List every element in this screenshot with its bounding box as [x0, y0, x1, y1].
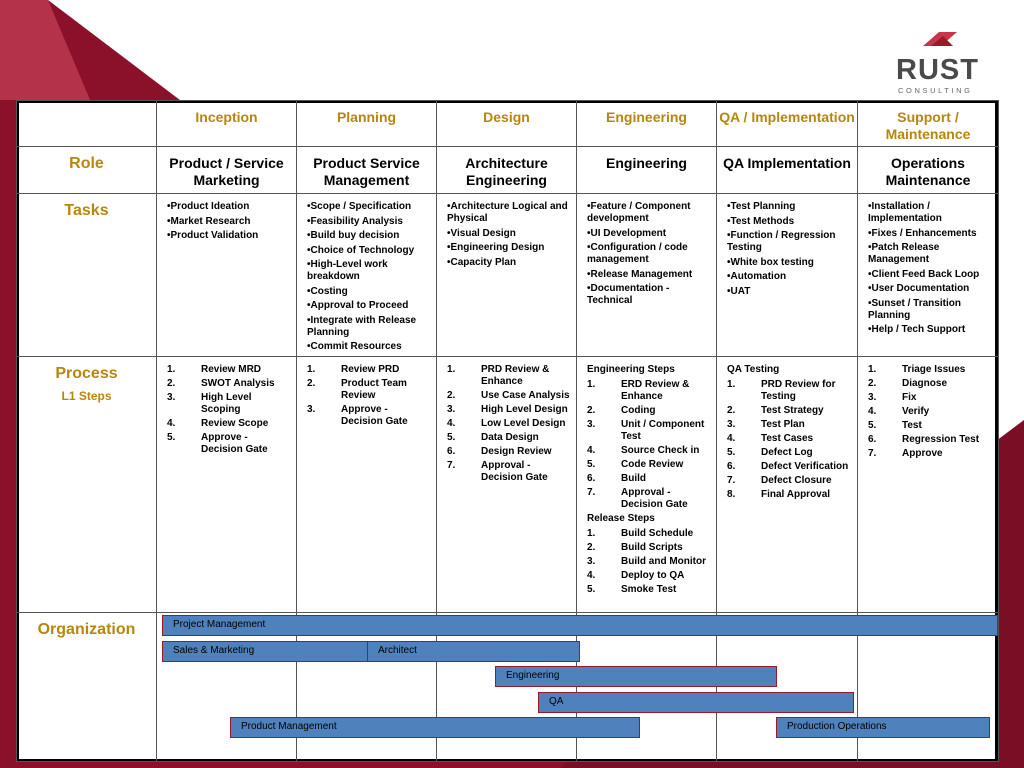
task-item: •High-Level work breakdown — [307, 259, 388, 282]
process-step: 6. Regression Test — [868, 433, 980, 445]
task-item: •Release Management — [587, 268, 693, 280]
process-step: 1. Review MRD — [167, 363, 262, 375]
process-step: 3. High Level Design — [447, 403, 568, 415]
process-step: 4. Verify — [868, 405, 930, 417]
process-step: 5. Test — [868, 419, 922, 431]
process-step: 1. Triage Issues — [868, 363, 966, 375]
tasks-planning — [297, 194, 437, 357]
phase-planning: Planning — [297, 101, 437, 147]
process-row — [17, 356, 999, 612]
process-step: 2. SWOT Analysis — [167, 377, 275, 389]
process-step: 8. Final Approval — [727, 488, 831, 500]
process-inception — [157, 356, 297, 612]
process-step: 6. Defect Verification — [727, 460, 849, 472]
process-step: 7. Approval - Decision Gate — [587, 486, 688, 510]
process-step: 2. Diagnose — [868, 377, 948, 389]
org-bar-production-operations: Production Operations — [776, 717, 990, 738]
phase-qa: QA / Implementation — [717, 101, 858, 147]
process-step: 4. Low Level Design — [447, 417, 566, 429]
org-bar-product-management: Product Management — [230, 717, 640, 738]
task-item: •Architecture Logical and Physical — [447, 201, 568, 224]
process-label: Process — [55, 364, 118, 382]
tasks-design — [437, 194, 577, 357]
task-item: •Product Validation — [167, 230, 259, 241]
row-label-organization: Organization — [17, 612, 157, 761]
process-step: 4. Review Scope — [167, 417, 269, 429]
process-engineering — [577, 356, 717, 612]
task-item: •Test Planning — [727, 201, 796, 212]
process-step: 1. ERD Review & Enhance — [587, 378, 690, 402]
process-step: 4. Test Cases — [727, 432, 814, 444]
org-bar-qa: QA — [538, 692, 854, 713]
task-item: •Sunset / Transition Planning — [868, 297, 961, 321]
process-step: 5. Data Design — [447, 431, 539, 443]
corner-cell — [17, 101, 157, 147]
row-label-process — [17, 356, 157, 612]
task-item: •Market Research — [167, 215, 251, 227]
task-item: •Documentation - Technical — [587, 283, 670, 306]
task-item: •Build buy decision — [307, 230, 400, 241]
role-planning: Product Service Management — [297, 147, 437, 194]
task-item: •Engineering Design — [447, 242, 545, 253]
task-item: •Choice of Technology — [307, 244, 415, 256]
process-step: 2. Coding — [587, 404, 656, 416]
process-qa — [717, 356, 858, 612]
task-item: •Scope / Specification — [307, 201, 412, 212]
task-item: •Client Feed Back Loop — [868, 268, 980, 280]
phase-engineering: Engineering — [577, 101, 717, 147]
row-label-tasks: Tasks — [17, 194, 157, 357]
role-inception: Product / Service Marketing — [157, 147, 297, 194]
process-step: 3. Unit / Component Test — [587, 418, 705, 442]
logo-name: RUST — [896, 54, 979, 86]
qa-testing-title: QA Testing — [727, 363, 780, 375]
process-step: 3. Approve - Decision Gate — [307, 403, 408, 427]
task-item: •Automation — [727, 271, 787, 282]
task-item: •UAT — [727, 285, 751, 297]
phase-support: Support / Maintenance — [858, 101, 999, 147]
process-step: 3. Fix — [868, 391, 917, 403]
org-bar-architect: Architect — [367, 641, 580, 662]
phase-design: Design — [437, 101, 577, 147]
logo-subtitle: CONSULTING — [898, 86, 973, 95]
task-item: •User Documentation — [868, 283, 970, 294]
task-item: •Visual Design — [447, 227, 516, 239]
process-step: 3. Build and Monitor — [587, 555, 706, 567]
role-design: Architecture Engineering — [437, 147, 577, 194]
process-step: 4. Source Check in — [587, 444, 700, 456]
process-step: 2. Use Case Analysis — [447, 389, 570, 401]
phase-header-row — [17, 101, 999, 147]
task-item: •Costing — [307, 285, 348, 297]
org-bar-engineering: Engineering — [495, 666, 777, 687]
task-item: •Commit Resources — [307, 341, 402, 352]
tasks-support — [858, 194, 999, 357]
process-step: 6. Build — [587, 472, 646, 484]
process-step: 1. Review PRD — [307, 363, 400, 375]
engineering-steps-title: Engineering Steps — [587, 363, 675, 375]
process-design — [437, 356, 577, 612]
tasks-qa — [717, 194, 858, 357]
task-item: •Fixes / Enhancements — [868, 227, 977, 239]
task-item: •Function / Regression Testing — [727, 230, 836, 253]
org-bar-sales-marketing: Sales & Marketing — [162, 641, 368, 662]
process-step: 6. Design Review — [447, 445, 552, 457]
tasks-row — [17, 194, 999, 357]
task-item: •Installation / Implementation — [868, 201, 942, 224]
process-step: 2. Product Team Review — [307, 377, 407, 401]
process-step: 2. Test Strategy — [727, 404, 824, 416]
process-step: 7. Approve — [868, 447, 943, 459]
row-label-role: Role — [17, 147, 157, 194]
process-step: 7. Approval - Decision Gate — [447, 459, 548, 483]
task-item: •Help / Tech Support — [868, 324, 966, 335]
role-support: Operations Maintenance — [858, 147, 999, 194]
phase-inception: Inception — [157, 101, 297, 147]
process-support — [858, 356, 999, 612]
process-step: 4. Deploy to QA — [587, 569, 685, 581]
task-item: •Capacity Plan — [447, 256, 517, 268]
process-step: 1. Build Schedule — [587, 527, 694, 539]
process-step: 5. Smoke Test — [587, 583, 677, 595]
task-item: •UI Development — [587, 227, 667, 239]
task-item: •Configuration / code management — [587, 242, 688, 265]
role-engineering: Engineering — [577, 147, 717, 194]
process-planning — [297, 356, 437, 612]
tasks-engineering — [577, 194, 717, 357]
task-item: •White box testing — [727, 256, 814, 268]
process-step: 2. Build Scripts — [587, 541, 683, 553]
process-step: 5. Defect Log — [727, 446, 813, 458]
role-qa: QA Implementation — [717, 147, 858, 194]
task-item: •Product Ideation — [167, 201, 250, 212]
task-item: •Approval to Proceed — [307, 300, 409, 311]
task-item: •Test Methods — [727, 215, 795, 227]
task-item: •Patch Release Management — [868, 242, 940, 265]
process-step: 1. PRD Review & Enhance — [447, 363, 550, 387]
process-matrix — [16, 100, 999, 762]
task-item: •Feasibility Analysis — [307, 215, 403, 227]
process-step: 5. Code Review — [587, 458, 684, 470]
process-step: 5. Approve - Decision Gate — [167, 431, 268, 455]
role-row — [17, 147, 999, 194]
task-item: •Integrate with Release Planning — [307, 314, 417, 338]
process-step: 3. Test Plan — [727, 418, 805, 430]
org-bar-project-management: Project Management — [162, 615, 998, 636]
process-step: 7. Defect Closure — [727, 474, 832, 486]
task-item: •Feature / Component development — [587, 201, 691, 224]
process-step: 1. PRD Review for Testing — [727, 378, 836, 402]
process-step: 3. High Level Scoping — [167, 391, 252, 415]
process-sublabel: L1 Steps — [61, 388, 112, 403]
release-steps-title: Release Steps — [587, 512, 655, 524]
tasks-inception — [157, 194, 297, 357]
